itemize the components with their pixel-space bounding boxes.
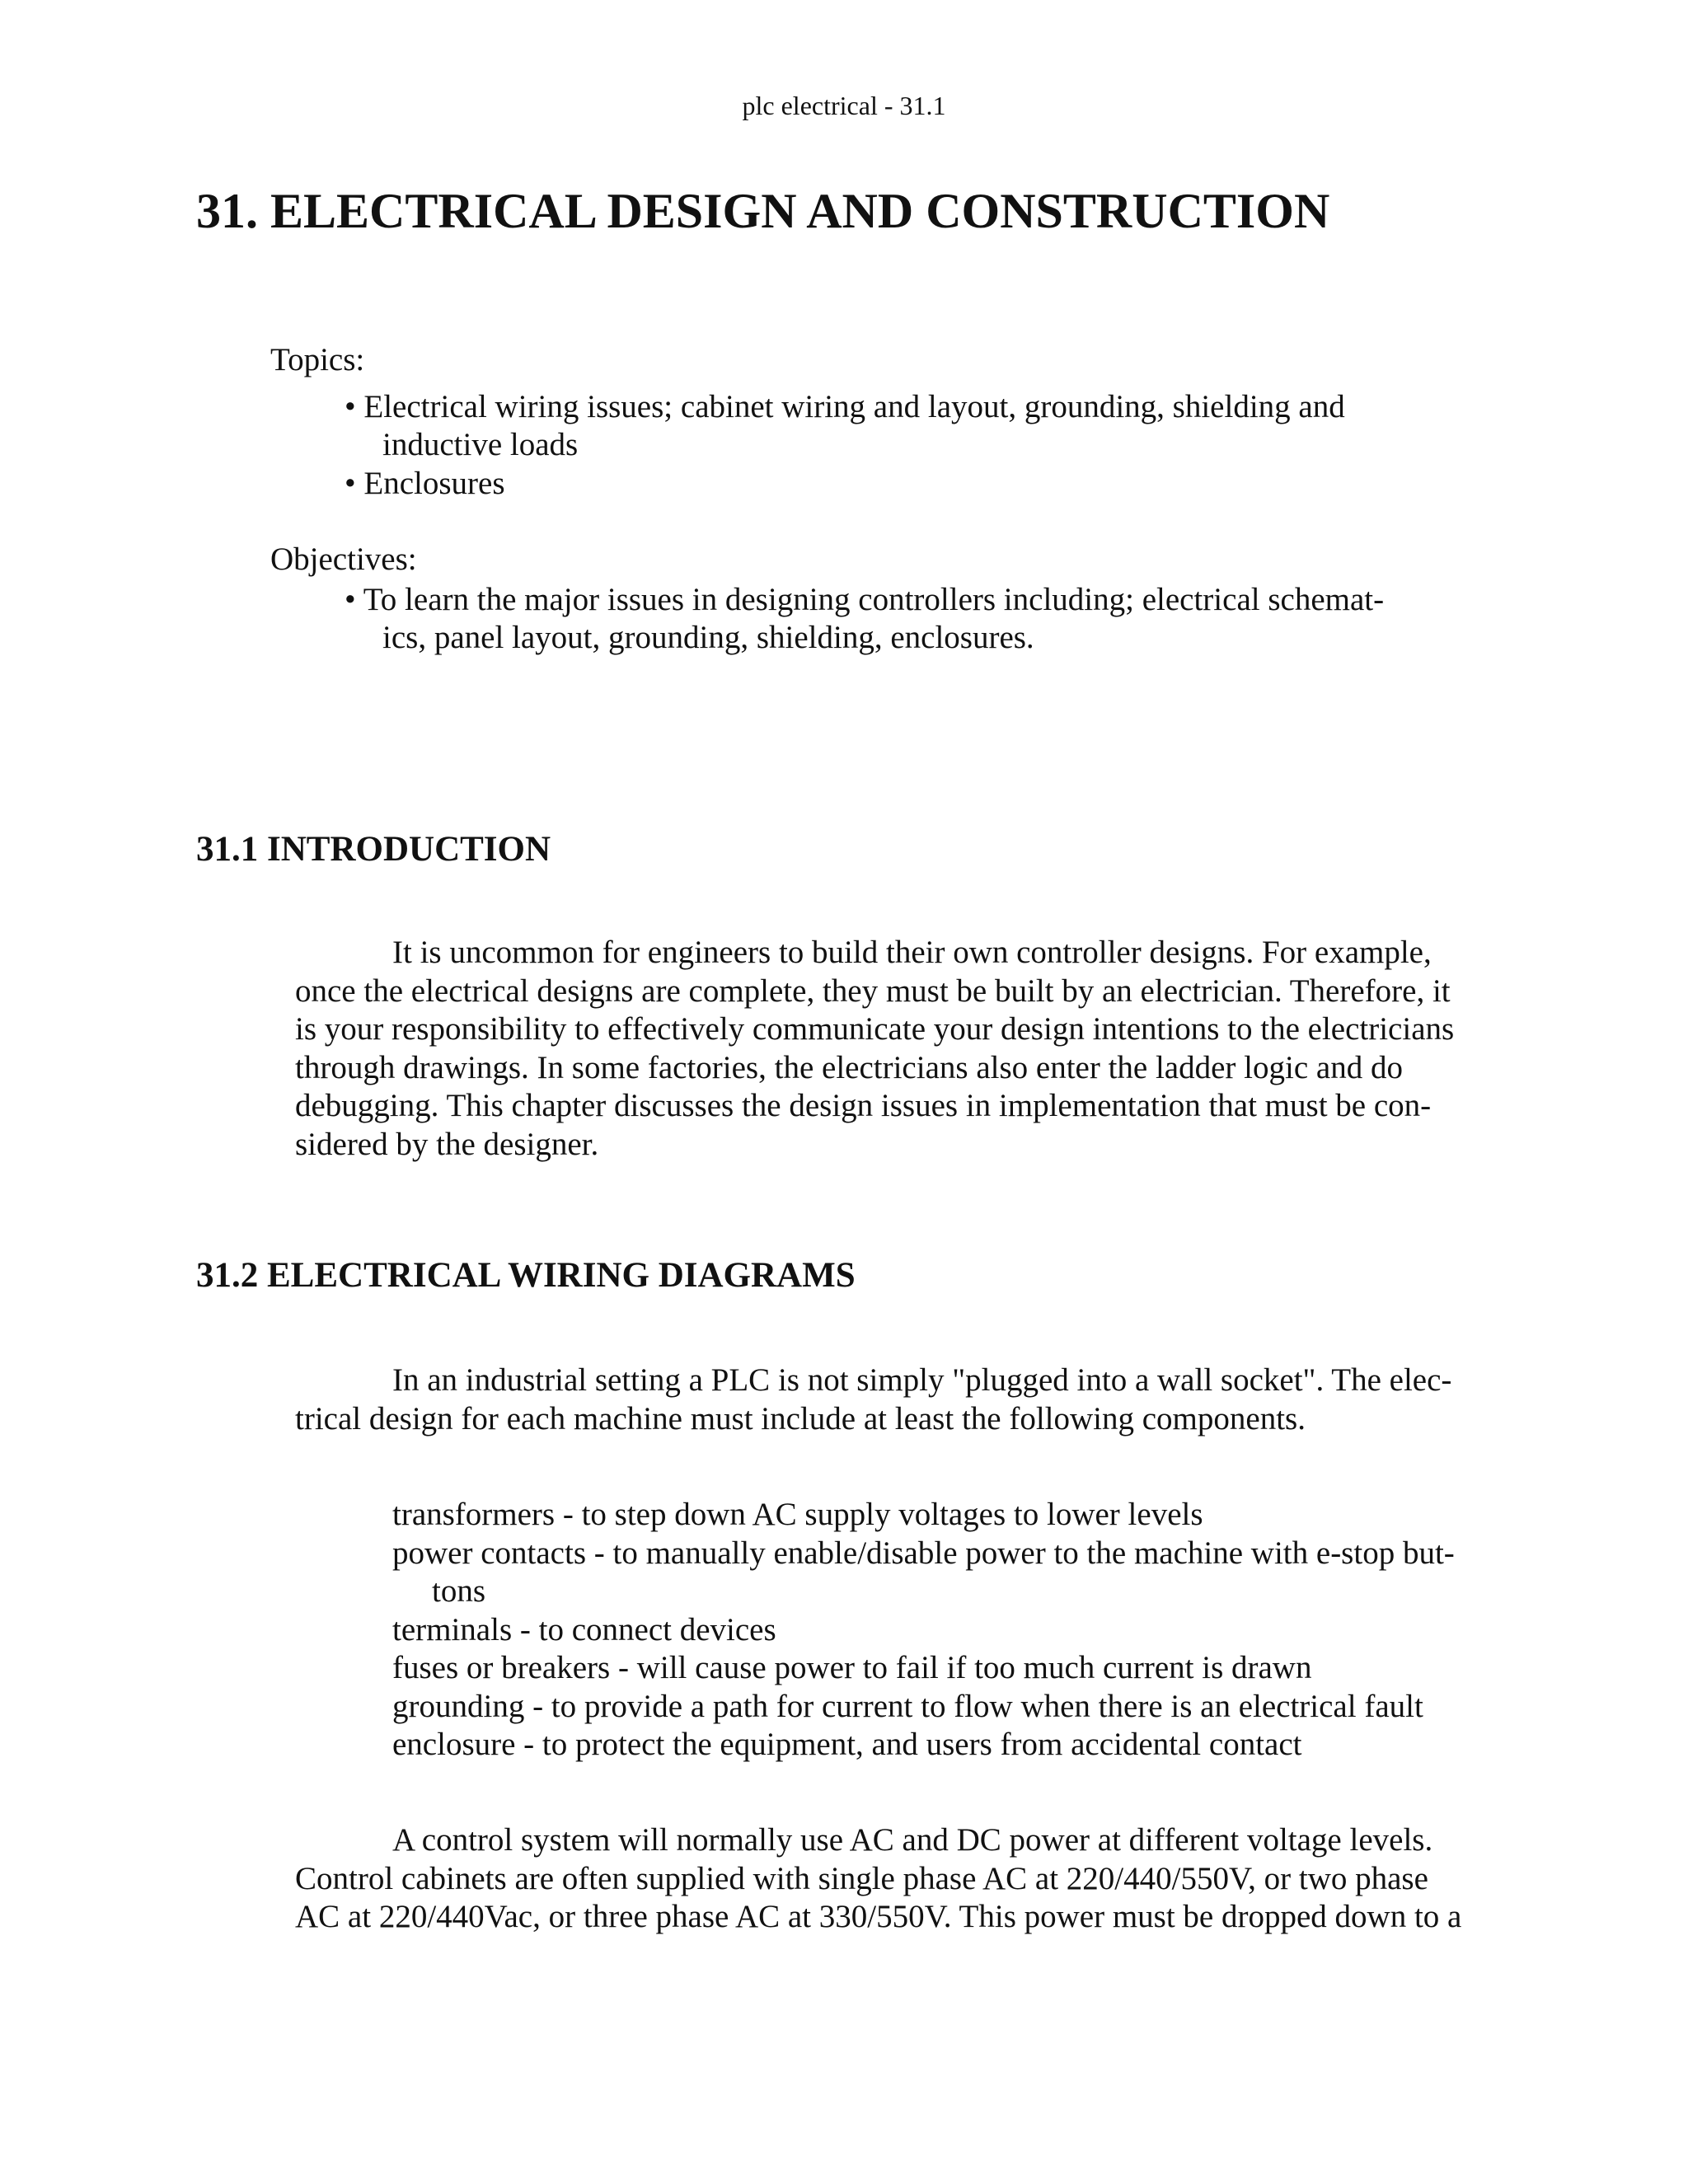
topics-label: Topics: xyxy=(270,342,365,377)
power-paragraph xyxy=(295,1821,1474,1937)
list-item: enclosure - to protect the equipment, and users from accidental contact xyxy=(392,1727,1302,1762)
objective-item-line: • To learn the major issues in designing controllers including; electrical schemat- xyxy=(345,582,1385,617)
list-item-continuation: tons xyxy=(432,1573,486,1609)
paragraph-line: It is uncommon for engineers to build their own controller designs. For example, xyxy=(392,935,1432,970)
list-item: transformers - to step down AC supply voltages to lower levels xyxy=(392,1497,1203,1532)
paragraph-line: In an industrial setting a PLC is not simply "plugged into a wall socket". The elec- xyxy=(392,1362,1452,1398)
section-title: 31.2 ELECTRICAL WIRING DIAGRAMS xyxy=(196,1256,856,1295)
chapter-title: 31. ELECTRICAL DESIGN AND CONSTRUCTION xyxy=(196,184,1330,238)
paragraph-line: Control cabinets are often supplied with single phase AC at 220/440/550V, or two phase xyxy=(295,1860,1428,1896)
list-item: power contacts - to manually enable/disable power to the machine with e-stop but- xyxy=(392,1535,1455,1571)
list-item: fuses or breakers - will cause power to fail if too much current is drawn xyxy=(392,1650,1312,1685)
paragraph-line: A control system will normally use AC and DC power at different voltage levels. xyxy=(392,1822,1433,1858)
paragraph-line: AC at 220/440Vac, or three phase AC at 330/550V. This power must be dropped down to a xyxy=(295,1899,1462,1934)
introduction-paragraph xyxy=(295,934,1474,1164)
paragraph-line: sidered by the designer. xyxy=(295,1126,599,1162)
topic-item xyxy=(345,388,1498,464)
list-item: terminals - to connect devices xyxy=(392,1611,776,1647)
wiring-intro-paragraph xyxy=(295,1361,1474,1438)
paragraph-line: once the electrical designs are complete, they must be built by an electrician. Therefore, it xyxy=(295,972,1451,1009)
objective-item-continuation: ics, panel layout, grounding, shielding, enclosures. xyxy=(382,620,1034,655)
paragraph-line: debugging. This chapter discusses the design issues in implementation that must be con- xyxy=(295,1088,1432,1123)
list-item: grounding - to provide a path for current to flow when there is an electrical fault xyxy=(392,1688,1423,1724)
paragraph-line: is your responsibility to effectively communicate your design intentions to the electricians xyxy=(295,1011,1455,1047)
paragraph-line: through drawings. In some factories, the electricians also enter the ladder logic and do xyxy=(295,1049,1403,1085)
topic-item-continuation: inductive loads xyxy=(382,427,579,462)
objective-item xyxy=(345,581,1498,657)
objectives-label: Objectives: xyxy=(270,541,417,577)
topic-item-line: • Enclosures xyxy=(345,466,505,501)
section-title: 31.1 INTRODUCTION xyxy=(196,830,551,869)
topic-item-line: • Electrical wiring issues; cabinet wiring and layout, grounding, shielding and xyxy=(345,389,1345,424)
components-list xyxy=(392,1496,1480,1765)
running-head: plc electrical - 31.1 xyxy=(742,91,946,120)
paragraph-line: trical design for each machine must include at least the following components. xyxy=(295,1400,1306,1436)
topic-item xyxy=(345,465,1498,503)
